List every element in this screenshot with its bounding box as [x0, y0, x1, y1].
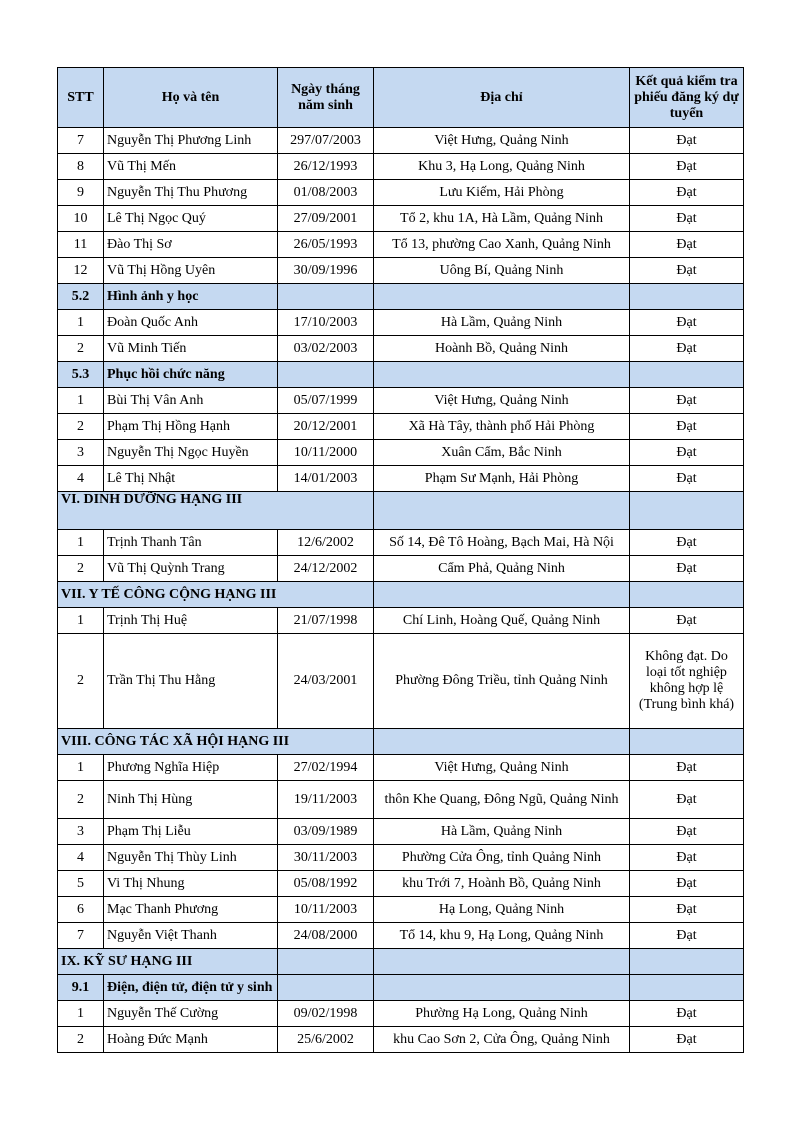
- row-stt: 1: [58, 1001, 104, 1027]
- row-name: Nguyễn Thế Cường: [104, 1001, 278, 1027]
- header-stt: STT: [58, 68, 104, 128]
- row-address: Phường Cửa Ông, tỉnh Quảng Ninh: [374, 845, 630, 871]
- row-result: Đạt: [630, 923, 744, 949]
- subsection-number: 9.1: [58, 975, 104, 1001]
- subsection-number: 5.3: [58, 362, 104, 388]
- row-result: Đạt: [630, 781, 744, 819]
- table-row: [58, 336, 744, 362]
- empty-cell: [630, 492, 744, 530]
- row-name: Lê Thị Nhật: [104, 466, 278, 492]
- empty-cell: [630, 949, 744, 975]
- section-row: [58, 492, 744, 530]
- row-stt: 12: [58, 258, 104, 284]
- row-name: Nguyễn Thị Thu Phương: [104, 180, 278, 206]
- row-stt: 10: [58, 206, 104, 232]
- row-stt: 7: [58, 923, 104, 949]
- table-row: [58, 258, 744, 284]
- row-stt: 9: [58, 180, 104, 206]
- row-stt: 1: [58, 608, 104, 634]
- row-stt: 2: [58, 781, 104, 819]
- empty-cell: [374, 362, 630, 388]
- row-dob: 03/09/1989: [278, 819, 374, 845]
- row-address: khu Trới 7, Hoành Bồ, Quảng Ninh: [374, 871, 630, 897]
- row-dob: 19/11/2003: [278, 781, 374, 819]
- row-name: Hoàng Đức Mạnh: [104, 1027, 278, 1053]
- empty-cell: [278, 949, 374, 975]
- row-result: Đạt: [630, 845, 744, 871]
- subsection-number: 5.2: [58, 284, 104, 310]
- row-name: Nguyễn Việt Thanh: [104, 923, 278, 949]
- row-name: Vũ Minh Tiến: [104, 336, 278, 362]
- row-name: Trần Thị Thu Hằng: [104, 634, 278, 729]
- row-address: Khu 3, Hạ Long, Quảng Ninh: [374, 154, 630, 180]
- row-dob: 26/05/1993: [278, 232, 374, 258]
- row-result: Đạt: [630, 128, 744, 154]
- row-stt: 2: [58, 556, 104, 582]
- row-dob: 26/12/1993: [278, 154, 374, 180]
- row-result: Đạt: [630, 440, 744, 466]
- row-address: thôn Khe Quang, Đông Ngũ, Quảng Ninh: [374, 781, 630, 819]
- table-row: [58, 310, 744, 336]
- row-address: Phường Đông Triều, tỉnh Quảng Ninh: [374, 634, 630, 729]
- row-dob: 24/08/2000: [278, 923, 374, 949]
- section-title: IX. KỸ SƯ HẠNG III: [58, 949, 278, 975]
- row-name: Vũ Thị Quỳnh Trang: [104, 556, 278, 582]
- row-dob: 17/10/2003: [278, 310, 374, 336]
- row-address: Tổ 14, khu 9, Hạ Long, Quảng Ninh: [374, 923, 630, 949]
- row-dob: 05/07/1999: [278, 388, 374, 414]
- section-title: VII. Y TẾ CÔNG CỘNG HẠNG III: [58, 582, 374, 608]
- row-address: Hoành Bồ, Quảng Ninh: [374, 336, 630, 362]
- row-dob: 27/02/1994: [278, 755, 374, 781]
- section-title: VI. DINH DƯỠNG HẠNG III: [58, 492, 374, 530]
- row-dob: 20/12/2001: [278, 414, 374, 440]
- row-dob: 12/6/2002: [278, 530, 374, 556]
- row-result: Không đạt. Do loại tốt nghiệp không hợp lệ (Trung bình khá): [630, 634, 744, 729]
- row-address: Tổ 2, khu 1A, Hà Lầm, Quảng Ninh: [374, 206, 630, 232]
- table-row: [58, 634, 744, 729]
- row-dob: 10/11/2000: [278, 440, 374, 466]
- row-result: Đạt: [630, 414, 744, 440]
- row-address: Phạm Sư Mạnh, Hải Phòng: [374, 466, 630, 492]
- row-name: Lê Thị Ngọc Quý: [104, 206, 278, 232]
- row-address: Cẩm Phả, Quảng Ninh: [374, 556, 630, 582]
- row-stt: 2: [58, 336, 104, 362]
- row-result: Đạt: [630, 755, 744, 781]
- section-row: [58, 949, 744, 975]
- subsection-title: Hình ảnh y học: [104, 284, 278, 310]
- empty-cell: [374, 284, 630, 310]
- row-stt: 5: [58, 871, 104, 897]
- table-row: [58, 845, 744, 871]
- section-row: [58, 582, 744, 608]
- row-stt: 4: [58, 845, 104, 871]
- row-stt: 2: [58, 1027, 104, 1053]
- row-stt: 3: [58, 440, 104, 466]
- row-result: Đạt: [630, 819, 744, 845]
- row-name: Nguyễn Thị Phương Linh: [104, 128, 278, 154]
- empty-cell: [278, 975, 374, 1001]
- row-stt: 2: [58, 414, 104, 440]
- table-row: [58, 755, 744, 781]
- table-row: [58, 388, 744, 414]
- subsection-row: [58, 284, 744, 310]
- row-result: Đạt: [630, 258, 744, 284]
- row-name: Trịnh Thanh Tân: [104, 530, 278, 556]
- table-row: [58, 781, 744, 819]
- row-result: Đạt: [630, 897, 744, 923]
- row-name: Vũ Thị Mến: [104, 154, 278, 180]
- table-row: [58, 556, 744, 582]
- section-row: [58, 729, 744, 755]
- table-body: [58, 128, 744, 1053]
- table-row: [58, 440, 744, 466]
- empty-cell: [374, 975, 630, 1001]
- row-dob: 14/01/2003: [278, 466, 374, 492]
- table-row: [58, 466, 744, 492]
- row-result: Đạt: [630, 232, 744, 258]
- row-result: Đạt: [630, 388, 744, 414]
- row-stt: 3: [58, 819, 104, 845]
- row-result: Đạt: [630, 310, 744, 336]
- row-result: Đạt: [630, 206, 744, 232]
- row-dob: 10/11/2003: [278, 897, 374, 923]
- header-dob: Ngày tháng năm sinh: [278, 68, 374, 128]
- row-address: Việt Hưng, Quảng Ninh: [374, 388, 630, 414]
- row-name: Ninh Thị Hùng: [104, 781, 278, 819]
- empty-cell: [630, 582, 744, 608]
- row-result: Đạt: [630, 608, 744, 634]
- row-result: Đạt: [630, 466, 744, 492]
- row-result: Đạt: [630, 180, 744, 206]
- row-name: Trịnh Thị Huệ: [104, 608, 278, 634]
- row-address: Việt Hưng, Quảng Ninh: [374, 128, 630, 154]
- row-stt: 1: [58, 755, 104, 781]
- subsection-title: Điện, điện tử, điện tử y sinh: [104, 975, 278, 1001]
- empty-cell: [630, 975, 744, 1001]
- subsection-row: [58, 362, 744, 388]
- table-header: [58, 68, 744, 128]
- row-result: Đạt: [630, 154, 744, 180]
- row-dob: 30/11/2003: [278, 845, 374, 871]
- row-dob: 09/02/1998: [278, 1001, 374, 1027]
- row-result: Đạt: [630, 871, 744, 897]
- row-address: Tổ 13, phường Cao Xanh, Quảng Ninh: [374, 232, 630, 258]
- row-name: Đoàn Quốc Anh: [104, 310, 278, 336]
- row-address: khu Cao Sơn 2, Cửa Ông, Quảng Ninh: [374, 1027, 630, 1053]
- row-name: Nguyễn Thị Ngọc Huyền: [104, 440, 278, 466]
- table-row: [58, 1027, 744, 1053]
- row-address: Phường Hạ Long, Quảng Ninh: [374, 1001, 630, 1027]
- row-name: Đào Thị Sơ: [104, 232, 278, 258]
- row-name: Phương Nghĩa Hiệp: [104, 755, 278, 781]
- row-dob: 24/12/2002: [278, 556, 374, 582]
- empty-cell: [630, 362, 744, 388]
- empty-cell: [630, 729, 744, 755]
- table-row: [58, 128, 744, 154]
- table-row: [58, 232, 744, 258]
- subsection-title: Phục hồi chức năng: [104, 362, 278, 388]
- table-row: [58, 180, 744, 206]
- row-stt: 11: [58, 232, 104, 258]
- empty-cell: [374, 949, 630, 975]
- row-address: Việt Hưng, Quảng Ninh: [374, 755, 630, 781]
- row-dob: 27/09/2001: [278, 206, 374, 232]
- row-name: Mạc Thanh Phương: [104, 897, 278, 923]
- row-name: Vũ Thị Hồng Uyên: [104, 258, 278, 284]
- table-row: [58, 897, 744, 923]
- table-row: [58, 923, 744, 949]
- table-row: [58, 871, 744, 897]
- row-dob: 297/07/2003: [278, 128, 374, 154]
- header-result: Kết quả kiểm tra phiếu đăng ký dự tuyển: [630, 68, 744, 128]
- row-stt: 1: [58, 388, 104, 414]
- empty-cell: [278, 284, 374, 310]
- row-address: Xã Hà Tây, thành phố Hải Phòng: [374, 414, 630, 440]
- table-row: [58, 1001, 744, 1027]
- row-stt: 1: [58, 530, 104, 556]
- subsection-row: [58, 975, 744, 1001]
- row-stt: 7: [58, 128, 104, 154]
- row-dob: 24/03/2001: [278, 634, 374, 729]
- row-address: Hạ Long, Quảng Ninh: [374, 897, 630, 923]
- candidate-table: [57, 67, 744, 1053]
- row-result: Đạt: [630, 1027, 744, 1053]
- row-address: Số 14, Đê Tô Hoàng, Bạch Mai, Hà Nội: [374, 530, 630, 556]
- empty-cell: [374, 492, 630, 530]
- row-name: Phạm Thị Liễu: [104, 819, 278, 845]
- row-name: Vi Thị Nhung: [104, 871, 278, 897]
- row-dob: 21/07/1998: [278, 608, 374, 634]
- row-stt: 4: [58, 466, 104, 492]
- row-dob: 03/02/2003: [278, 336, 374, 362]
- table-row: [58, 414, 744, 440]
- row-dob: 30/09/1996: [278, 258, 374, 284]
- table-row: [58, 154, 744, 180]
- row-name: Phạm Thị Hồng Hạnh: [104, 414, 278, 440]
- row-address: Xuân Cẩm, Bắc Ninh: [374, 440, 630, 466]
- row-name: Nguyễn Thị Thùy Linh: [104, 845, 278, 871]
- header-name: Họ và tên: [104, 68, 278, 128]
- row-dob: 05/08/1992: [278, 871, 374, 897]
- row-stt: 1: [58, 310, 104, 336]
- empty-cell: [278, 362, 374, 388]
- row-result: Đạt: [630, 556, 744, 582]
- section-title: VIII. CÔNG TÁC XÃ HỘI HẠNG III: [58, 729, 374, 755]
- table-row: [58, 530, 744, 556]
- empty-cell: [630, 284, 744, 310]
- table-row: [58, 608, 744, 634]
- row-stt: 2: [58, 634, 104, 729]
- row-result: Đạt: [630, 336, 744, 362]
- row-address: Hà Lầm, Quảng Ninh: [374, 819, 630, 845]
- row-address: Uông Bí, Quảng Ninh: [374, 258, 630, 284]
- row-dob: 25/6/2002: [278, 1027, 374, 1053]
- row-result: Đạt: [630, 1001, 744, 1027]
- empty-cell: [374, 729, 630, 755]
- row-address: Lưu Kiếm, Hải Phòng: [374, 180, 630, 206]
- row-name: Bùi Thị Vân Anh: [104, 388, 278, 414]
- empty-cell: [374, 582, 630, 608]
- row-address: Hà Lầm, Quảng Ninh: [374, 310, 630, 336]
- row-result: Đạt: [630, 530, 744, 556]
- row-address: Chí Linh, Hoàng Quế, Quảng Ninh: [374, 608, 630, 634]
- row-stt: 8: [58, 154, 104, 180]
- row-dob: 01/08/2003: [278, 180, 374, 206]
- table-row: [58, 206, 744, 232]
- row-stt: 6: [58, 897, 104, 923]
- header-address: Địa chỉ: [374, 68, 630, 128]
- table-row: [58, 819, 744, 845]
